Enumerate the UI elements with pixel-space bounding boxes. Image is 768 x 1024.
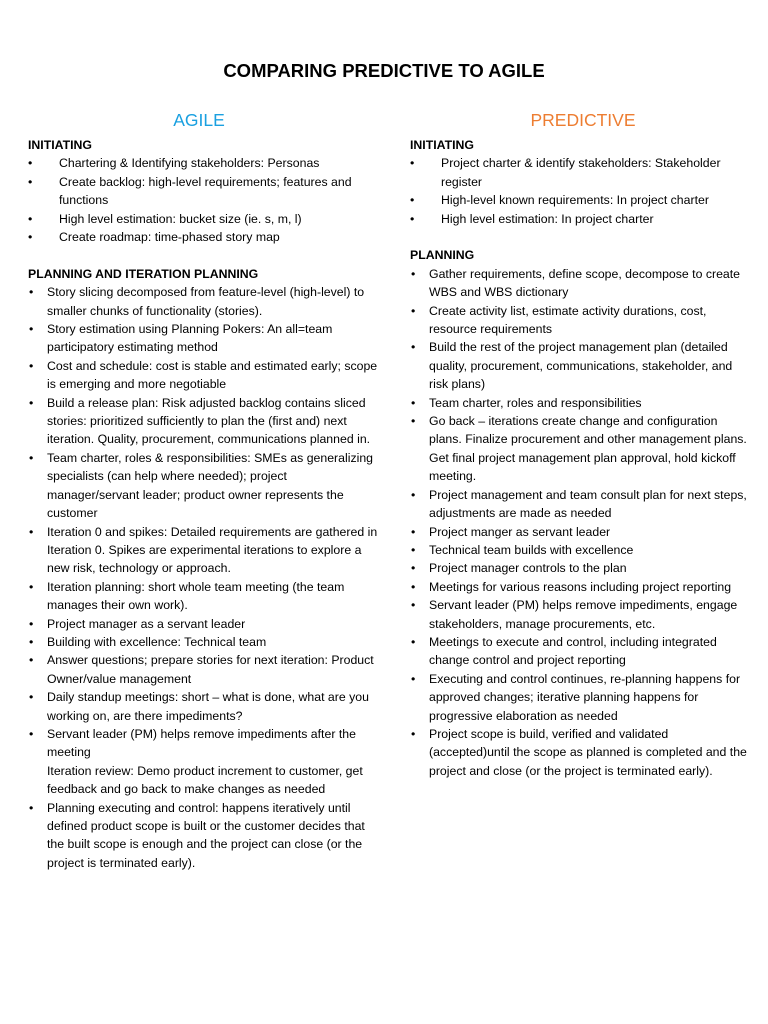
bullet-icon: • [411, 487, 416, 502]
list-item [28, 228, 380, 246]
list-item [410, 191, 750, 209]
list-item [410, 486, 750, 523]
list-item-text: Go back – iterations create change and configuration plans. Finalize procurement and other management plans. Get final project management plan approval, hold kickoff meeting. [429, 414, 747, 484]
bullet-icon: • [411, 395, 416, 410]
bullet-icon: • [29, 358, 34, 373]
list-item-text: Project management and team consult plan for next steps, adjustments are made as needed [429, 487, 747, 521]
predictive-initiating-list [410, 154, 750, 228]
list-item [410, 302, 750, 339]
bullet-icon: • [29, 395, 34, 410]
agile-planning-list [28, 283, 380, 762]
list-item-text: Iteration 0 and spikes: Detailed requirements are gathered in Iteration 0. Spikes are experimental iterations to explore a new risk, technology or approach. [47, 524, 378, 576]
list-item [410, 633, 750, 670]
bullet-icon: • [29, 653, 34, 668]
list-item-text: Team charter, roles & responsibilities: SMEs as generalizing specialists (can help where needed); project manager/servant leader; product owner represents the customer [47, 450, 374, 521]
list-item [28, 578, 380, 615]
bullet-icon: • [28, 156, 33, 171]
list-item [28, 173, 380, 210]
list-item-text: Chartering & Identifying stakeholders: Personas [59, 156, 320, 171]
list-item [28, 633, 380, 651]
agile-initiating-heading: INITIATING [28, 138, 92, 152]
predictive-planning-list [410, 265, 750, 780]
list-item-text: Build the rest of the project management plan (detailed quality, procurement, communications, stakeholder, and risk plans) [429, 340, 733, 392]
list-item-text: Team charter, roles and responsibilities [429, 395, 642, 410]
agile-column [28, 108, 380, 872]
bullet-icon: • [411, 414, 416, 429]
list-item [410, 154, 750, 191]
list-item [28, 523, 380, 578]
list-item-text: Gather requirements, define scope, decompose to create WBS and WBS dictionary [429, 266, 741, 300]
list-item-text: Project charter & identify stakeholders: Stakeholder register [441, 156, 721, 189]
bullet-icon: • [411, 598, 416, 613]
agile-planning-list-end [28, 799, 380, 873]
bullet-icon: • [28, 211, 33, 226]
list-item-text: Story estimation using Planning Pokers: An all=team participatory estimating method [47, 322, 333, 355]
list-item-text: Story slicing decomposed from feature-level (high-level) to smaller chunks of functionality (stories). [47, 285, 365, 318]
list-item-text: Meetings for various reasons including project reporting [429, 579, 732, 594]
agile-heading: AGILE [173, 110, 225, 130]
list-item [28, 283, 380, 320]
bullet-icon: • [29, 450, 34, 465]
page-title: COMPARING PREDICTIVE TO AGILE [223, 60, 545, 81]
list-item-text: Servant leader (PM) helps remove impediments, engage stakeholders, manage procurements, etc. [429, 598, 738, 631]
list-item [410, 338, 750, 393]
bullet-icon: • [411, 266, 416, 281]
list-item-text: Create backlog: high-level requirements; features and functions [59, 174, 352, 208]
list-item [28, 615, 380, 633]
list-item [28, 154, 380, 172]
list-item [410, 725, 750, 780]
list-item-text: Build a release plan: Risk adjusted backlog contains sliced stories: prioritized sufficiently to plan the (first and) next iteration. Quality, procurement, communications planned in. [47, 395, 371, 447]
list-item-text: Project manager controls to the plan [429, 561, 627, 576]
bullet-icon: • [411, 340, 416, 355]
bullet-icon: • [410, 211, 415, 226]
list-item [410, 578, 750, 596]
list-item-text: Meetings to execute and control, including integrated change control and project reporting [429, 634, 717, 668]
list-item-text: High level estimation: In project charter [441, 211, 654, 226]
list-item [410, 412, 750, 486]
bullet-icon: • [29, 616, 34, 631]
list-item-text: Answer questions; prepare stories for next iteration: Product Owner/value management [47, 653, 374, 686]
bullet-icon: • [29, 322, 34, 337]
list-item [410, 559, 750, 577]
list-item-text: Planning executing and control: happens iteratively until defined product scope is built or the customer decides that the built scope is enough and the project can close (or the project is terminated early). [47, 800, 365, 870]
list-item-text: High-level known requirements: In project charter [441, 193, 709, 208]
bullet-icon: • [411, 561, 416, 576]
bullet-icon: • [411, 524, 416, 539]
list-item-text: Cost and schedule: cost is stable and estimated early; scope is emerging and more negotiable [47, 358, 378, 392]
list-item [28, 725, 380, 762]
bullet-icon: • [411, 671, 416, 686]
bullet-icon: • [28, 230, 33, 245]
list-item [28, 799, 380, 873]
list-item-text: Technical team builds with excellence [429, 542, 634, 557]
predictive-heading: PREDICTIVE [530, 110, 636, 130]
list-item [28, 688, 380, 725]
list-item-text: High level estimation: bucket size (ie. s, m, l) [59, 211, 302, 226]
list-item [410, 523, 750, 541]
list-item-text: Create activity list, estimate activity durations, cost, resource requirements [429, 303, 707, 337]
list-item [410, 394, 750, 412]
list-item [410, 596, 750, 633]
bullet-icon: • [411, 542, 416, 557]
list-item-text: Project scope is build, verified and validated (accepted)until the scope as planned is completed and the project and close (or the project is terminated early). [429, 726, 747, 778]
list-item-text: Building with excellence: Technical team [47, 634, 267, 649]
bullet-icon: • [29, 524, 34, 539]
list-item-text: Daily standup meetings: short – what is done, what are you working on, are there impediments? [47, 690, 369, 723]
bullet-icon: • [411, 634, 416, 649]
bullet-icon: • [411, 726, 416, 741]
bullet-icon: • [411, 579, 416, 594]
list-item [28, 320, 380, 357]
list-item [410, 210, 750, 228]
bullet-icon: • [410, 156, 415, 171]
agile-planning-heading: PLANNING AND ITERATION PLANNING [28, 266, 259, 281]
list-item-text: Servant leader (PM) helps remove impediments after the meeting [47, 726, 356, 760]
list-item [28, 210, 380, 228]
list-item [28, 394, 380, 449]
agile-initiating-list [28, 154, 380, 246]
predictive-column [410, 108, 750, 780]
list-item-text: Create roadmap: time-phased story map [59, 230, 280, 245]
list-item [410, 541, 750, 559]
list-item [410, 670, 750, 725]
list-item [28, 357, 380, 394]
bullet-icon: • [28, 174, 33, 189]
bullet-icon: • [29, 634, 34, 649]
bullet-icon: • [29, 726, 34, 741]
list-item-text: Project manager as a servant leader [47, 616, 246, 631]
bullet-icon: • [29, 690, 34, 705]
bullet-icon: • [29, 579, 34, 594]
predictive-initiating-heading: INITIATING [410, 138, 474, 152]
bullet-icon: • [410, 193, 415, 208]
bullet-icon: • [411, 303, 416, 318]
bullet-icon: • [29, 285, 34, 300]
list-item [28, 449, 380, 523]
list-item [28, 651, 380, 688]
bullet-icon: • [29, 800, 34, 815]
list-item-text: Iteration planning: short whole team meeting (the team manages their own work). [47, 579, 345, 613]
predictive-planning-heading: PLANNING [410, 248, 475, 263]
list-item-text: Project manger as servant leader [429, 524, 611, 539]
list-item [410, 265, 750, 302]
list-item-text: Executing and control continues, re-planning happens for approved changes; iterative planning happens for progressive elaboration as needed [429, 671, 741, 723]
agile-iteration-review-text: Iteration review: Demo product increment to customer, get feedback and go back to make changes as needed [47, 763, 363, 797]
